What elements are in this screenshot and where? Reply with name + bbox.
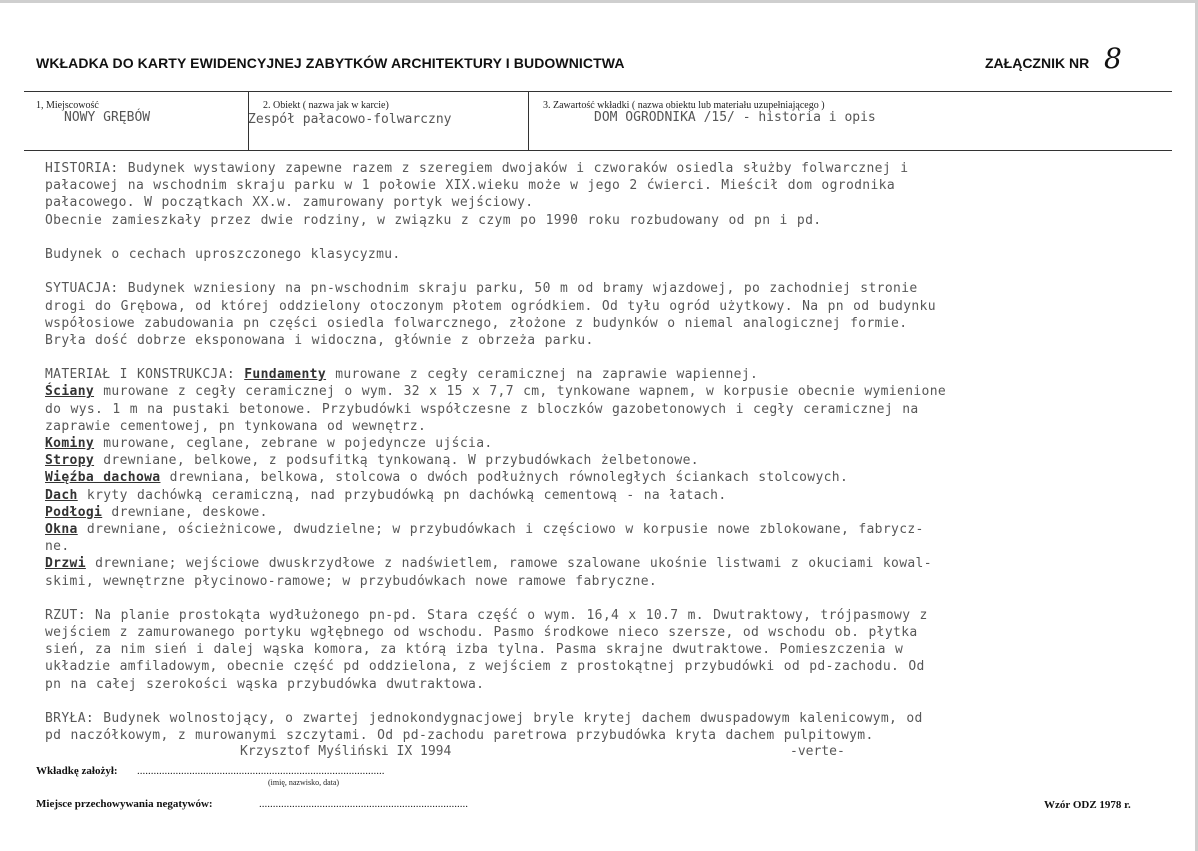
rzut-line: wejściem z zamurowanego portyku wgłębnego od wschodu. Pasmo środkowe nieco szersze, od wschodu ob. płytka	[45, 625, 918, 641]
historia-line: HISTORIA: Budynek wystawiony zapewne razem z szeregiem dwojaków i czworaków osiedla służby folwarcznej i	[45, 161, 909, 176]
drzwi-text: drewniane; wejściowe dwuskrzydłowe z nadświetlem, ramowe szalowane ukośnie listwami z okuciami kowal-	[85, 556, 932, 572]
attachment-number: 8	[1104, 42, 1122, 75]
description-body	[45, 160, 1155, 744]
fundamenty-heading: Fundamenty	[244, 367, 327, 383]
inserted-by-caption: (imię, nazwisko, data)	[268, 778, 340, 787]
negatives-label: Miejsce przechowywania negatywów:	[36, 798, 213, 810]
wiezba-line	[45, 469, 1155, 486]
drzwi-line: skimi, wewnętrzne płycinowo-ramowe; w przybudówkach nowe ramowe fabryczne.	[45, 573, 658, 589]
okna-text: drewniane, ościeżnicowe, dwudzielne; w przybudówkach i częściowo w korpusie nowe zblokowane, fabrycz-	[77, 521, 924, 537]
stropy-line	[45, 452, 1155, 469]
stropy-text: drewniane, belkowe, z podsufitką tynkowaną. W przybudówkach żelbetonowe.	[94, 453, 699, 469]
stropy-heading: Stropy	[45, 453, 95, 469]
historia-line: Obecnie zamieszkały przez dwie rodziny, w związku z czym po 1990 roku rozbudowany od pn i pd.	[45, 212, 822, 228]
fundamenty-text: murowane z cegły ceramicznej na zaprawie wapiennej.	[326, 367, 759, 383]
wiezba-text: drewniana, belkowa, stolcowa o dwóch podłużnych równoległych ściankach stolcowych.	[160, 470, 849, 486]
attachment-label: ZAŁĄCZNIK NR	[985, 55, 1090, 71]
sytuacja-line: współosiowe zabudowania pn części osiedla folwarcznego, złożone z budynków o niemal analogicznej formie.	[45, 315, 908, 331]
inserted-by-label: Wkładkę założył:	[36, 765, 118, 777]
sciany-line: do wys. 1 m na pustaki betonowe. Przybudówki współczesne z bloczków gazobetonowych i cegły ceramicznej na	[45, 401, 919, 417]
locality-label: 1, Miejscowość	[36, 100, 99, 111]
drzwi-line	[45, 555, 1155, 572]
podlogi-heading: Podłogi	[45, 504, 103, 520]
rzut-line: sień, za nim sień i dalej wąska komora, za którą izba tylna. Pasma skrajne dwutraktowe. Pomieszczenia w	[45, 642, 904, 658]
contents-value: DOM OGRODNIKA /15/ - historia i opis	[594, 110, 876, 125]
sytuacja-line: Bryła dość dobrze eksponowana i widoczna, głównie z obrzeża parku.	[45, 332, 594, 348]
historia-line: pałacowego. W początkach XX.w. zamurowany portyk wejściowy.	[45, 195, 534, 211]
paragraph-gap	[45, 693, 1155, 710]
rzut-line: układzie amfiladowym, obecnie część pd oddzielona, z wejściem z prostokątnej przybudówki od pd-zachodu. Od	[45, 659, 925, 675]
sciany-line	[45, 383, 1155, 400]
kominy-heading: Kominy	[45, 436, 95, 451]
rzut-line: RZUT: Na planie prostokąta wydłużonego pn-pd. Stara część o wym. 16,4 x 10.7 m. Dwutraktowy, trójpasmowy z	[45, 607, 928, 623]
klasycyzm-line: Budynek o cechach uproszczonego klasycyzmu.	[45, 246, 401, 262]
sciany-text: murowane z cegły ceramicznej o wym. 32 x 15 x 7,7 cm, tynkowane wapnem, w korpusie obecnie wymienione	[94, 384, 947, 400]
paragraph-gap	[45, 263, 1155, 280]
okna-line: ne.	[45, 539, 70, 555]
negatives-field[interactable]: ............................................................................	[259, 798, 468, 810]
material-intro: MATERIAŁ I KONSTRUKCJA:	[45, 367, 245, 383]
dach-heading: Dach	[45, 487, 78, 503]
okna-heading: Okna	[45, 521, 78, 537]
podlogi-line	[45, 504, 1155, 521]
paragraph-gap	[45, 229, 1155, 246]
author-signature: Krzysztof Myśliński IX 1994	[240, 744, 452, 759]
locality-value: NOWY GRĘBÓW	[64, 110, 151, 125]
historia-line: pałacowej na wschodnim skraju parku w 1 połowie XIX.wieku może w jego 2 ćwierci. Mieścił dom ogrodnika	[45, 178, 896, 194]
dach-text: kryty dachówką ceramiczną, nad przybudówką pn dachówką cementową - na łatach.	[77, 487, 727, 503]
bryla-line: BRYŁA: Budynek wolnostojący, o zwartej jednokondygnacjowej bryle krytej dachem dwuspadowym kalenicowym, od	[45, 711, 923, 726]
paragraph-gap	[45, 590, 1155, 607]
wiezba-heading: Więźba dachowa	[45, 470, 161, 486]
inserted-by-field[interactable]: ..........................................................................................	[137, 765, 385, 777]
header-top-rule	[24, 91, 1172, 92]
form-version: Wzór ODZ 1978 r.	[1044, 799, 1131, 811]
kominy-line	[45, 435, 1155, 452]
bryla-line: pd naczółkowym, z murowanymi szczytami. Od pd-zachodu paretrowa przybudówka kryta dachem pulpitowym.	[45, 728, 874, 744]
object-value: Zespół pałacowo-folwarczny	[248, 112, 452, 127]
header-bottom-rule	[24, 150, 1172, 151]
sciany-line: zaprawie cementowej, pn tynkowana od wewnętrz.	[45, 418, 427, 434]
sciany-heading: Ściany	[45, 384, 95, 400]
verte-note: -verte-	[790, 744, 845, 759]
sytuacja-line: drogi do Grębowa, od której oddzielony otoczonym płotem ogródkiem. Od tyłu ogród użytkowy. Na pn od budynku	[45, 298, 936, 314]
okna-line	[45, 521, 1155, 538]
dach-line	[45, 487, 1155, 504]
form-title: WKŁADKA DO KARTY EWIDENCYJNEJ ZABYTKÓW ARCHITEKTURY I BUDOWNICTWA	[36, 55, 625, 71]
drzwi-heading: Drzwi	[45, 556, 86, 572]
podlogi-text: drewniane, deskowe.	[102, 504, 268, 520]
contents-label: 3. Zawartość wkładki ( nazwa obiektu lub materiału uzupełniającego )	[543, 100, 825, 111]
sytuacja-line: SYTUACJA: Budynek wzniesiony na pn-wschodnim skraju parku, 50 m od bramy wjazdowej, po zachodniej stronie	[45, 281, 918, 297]
object-label: 2. Obiekt ( nazwa jak w karcie)	[263, 100, 389, 111]
rzut-line: pn na całej szerokości wąska przybudówka dwutraktowa.	[45, 676, 485, 692]
paragraph-gap	[45, 349, 1155, 366]
kominy-text: murowane, ceglane, zebrane w pojedyncze ujścia.	[94, 436, 493, 451]
fundamenty-line	[45, 366, 1155, 383]
field-divider-2	[528, 91, 529, 150]
page-edge-top	[0, 0, 1198, 3]
